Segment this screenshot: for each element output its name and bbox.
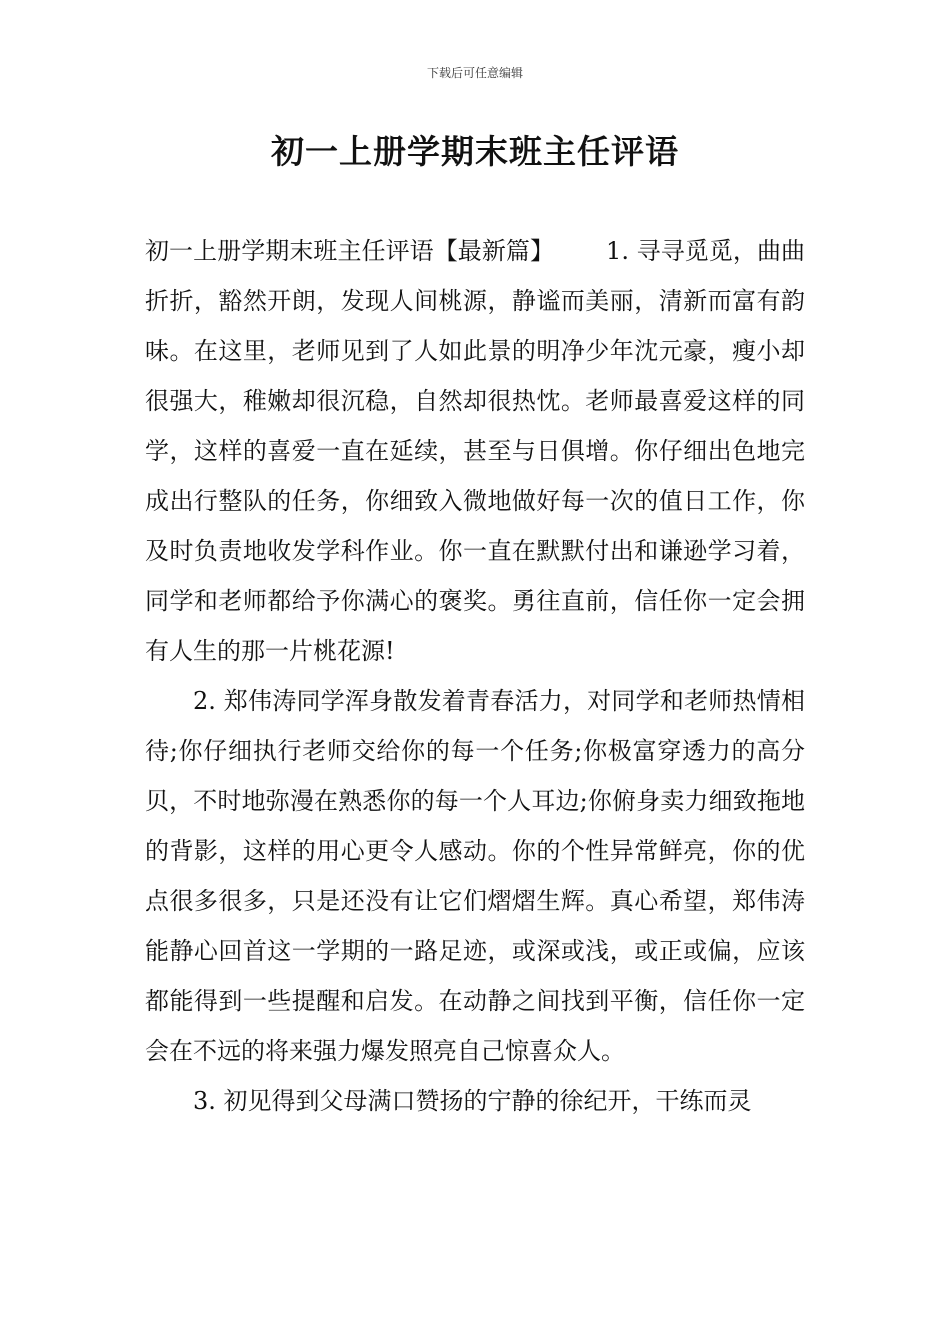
paragraph-1-lead: 初一上册学期末班主任评语【最新篇】 [145, 237, 555, 265]
header-note: 下载后可任意编辑 [426, 66, 523, 80]
paragraph-1 [145, 226, 805, 676]
document-body [145, 226, 805, 1126]
document-title: 初一上册学期末班主任评语 [271, 132, 679, 171]
paragraph-1-body: 1. 寻寻觅觅，曲曲折折，豁然开朗，发现人间桃源，静谧而美丽，清新而富有韵味。在这里，老师见到了人如此景的明净少年沈元豪，瘦小却很强大，稚嫩却很沉稳，自然却很热忱。老师最喜爱这样的同学，这样的喜爱一直在延续，甚至与日俱增。你仔细出色地完成出行整队的任务，你细致入微地做好每一次的值日工作，你及时负责地收发学科作业。你一直在默默付出和谦逊学习着，同学和老师都给予你满心的褒奖。勇往直前，信任你一定会拥有人生的那一片桃花源! [145, 237, 806, 665]
paragraph-2: 2. 郑伟涛同学浑身散发着青春活力，对同学和老师热情相待;你仔细执行老师交给你的每一个任务;你极富穿透力的高分贝，不时地弥漫在熟悉你的每一个人耳边;你俯身卖力细致拖地的背影，这样的用心更令人感动。你的个性异常鲜亮，你的优点很多很多，只是还没有让它们熠熠生辉。真心希望，郑伟涛能静心回首这一学期的一路足迹，或深或浅，或正或偏，应该都能得到一些提醒和启发。在动静之间找到平衡，信任你一定会在不远的将来强力爆发照亮自己惊喜众人。 [145, 687, 805, 1065]
paragraph-3: 3. 初见得到父母满口赞扬的宁静的徐纪开，干练而灵 [193, 1087, 752, 1115]
